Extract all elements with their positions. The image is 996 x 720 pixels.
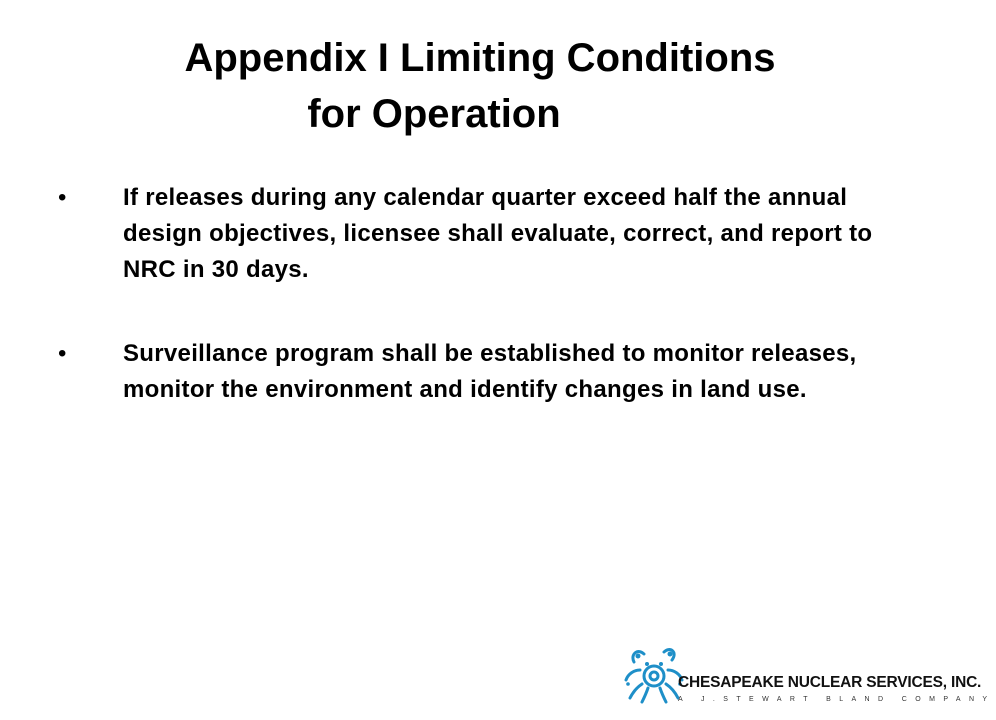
company-name: CHESAPEAKE NUCLEAR SERVICES, INC.: [678, 674, 982, 691]
slide-title-line-2: for Operation: [307, 92, 561, 136]
slide-title: [0, 30, 960, 142]
company-tagline: A J.STEWART BLAND COMPANY: [678, 696, 996, 703]
bullet-text: If releases during any calendar quarter exceed half the annual design objectives, licensee shall evaluate, correct, and report to NRC in 30 days.: [123, 184, 873, 283]
bullet-list: [58, 180, 918, 408]
bullet-item: [58, 336, 918, 408]
bullet-item: [58, 180, 918, 288]
company-logo: [620, 640, 996, 712]
bullet-marker: •: [58, 340, 67, 367]
bullet-marker: •: [58, 184, 67, 211]
bullet-text: Surveillance program shall be established to monitor releases, monitor the environment and identify changes in land use.: [123, 340, 857, 403]
crab-logo-icon: [620, 640, 684, 704]
slide-title-line-1: Appendix I Limiting Conditions: [184, 36, 776, 80]
